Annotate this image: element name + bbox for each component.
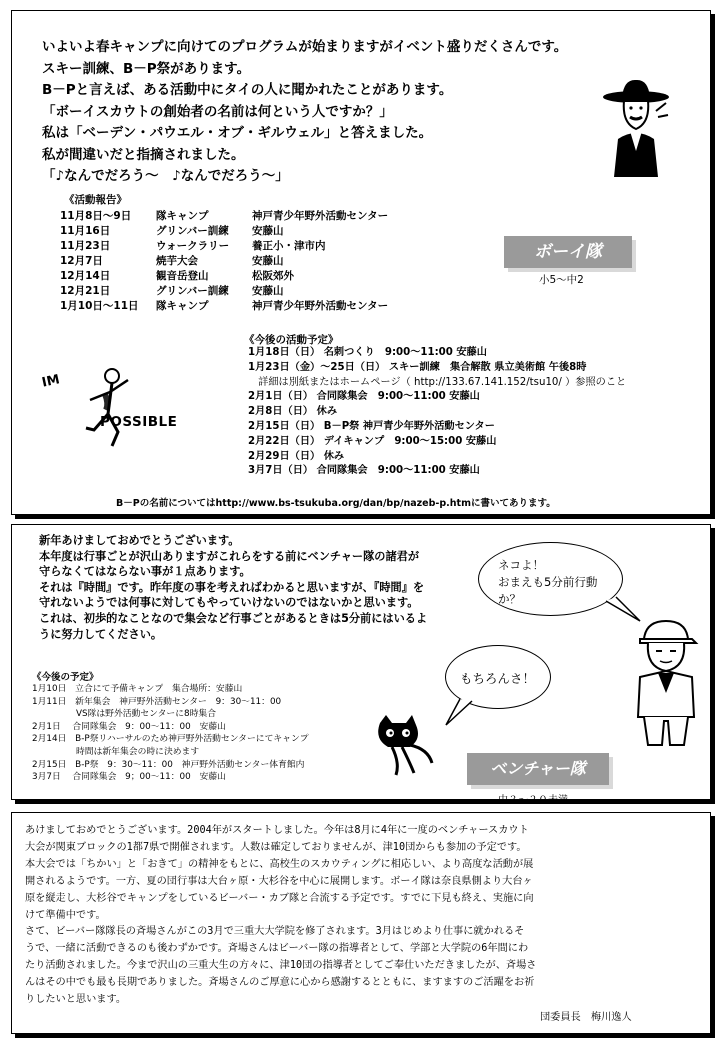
plan-list — [248, 346, 626, 479]
report-place: 安藤山 — [252, 225, 284, 237]
venture-intro-line: うに努力してください。 — [39, 627, 163, 641]
report-date: 12月14日 — [60, 270, 111, 282]
report-place: 安藤山 — [252, 285, 284, 297]
list-item: 2月22日（日） デイキャンプ 9:00～15:00 安藤山 — [248, 435, 497, 447]
table-row — [60, 253, 388, 268]
boy-intro-line: 私が間違いだと指摘されました。 — [42, 146, 245, 163]
message-line: さて、ビーバー隊隊長の斉場さんがこの3月で三重大大学院を修了されます。3月はじめより仕事に就かれるそ — [25, 926, 525, 938]
table-row — [60, 268, 388, 283]
report-date: 12月7日 — [60, 255, 103, 267]
list-item: 3月7日 合同隊集会 9；00～11：00 安藤山 — [32, 772, 226, 783]
list-item: 3月7日（日） 合同隊集会 9:00～11:00 安藤山 — [248, 465, 480, 477]
bubble-leader-text — [498, 557, 597, 608]
table-row — [60, 283, 388, 298]
message-line: けて準備中です。 — [25, 909, 106, 921]
table-row — [60, 238, 388, 253]
scout-leader-figure — [626, 617, 704, 747]
list-item: 2月14日 B-P祭リハーサルのため神戸野外活動センターにてキャンプ — [32, 734, 309, 745]
venture-intro-line: 新年あけましておめでとうございます。 — [39, 534, 240, 547]
list-item: 1月10日 立合にて予備キャンプ 集合場所：安藤山 — [32, 684, 243, 694]
activity-report-heading: 《活動報告》 — [64, 194, 127, 206]
list-item: 2月1日（日） 合同隊集会 9:00～11:00 安藤山 — [248, 391, 480, 403]
message-line: 原を縦走し、大杉谷でキャンプをしているビーバー・カブ隊と合流する予定です。すでに下見も終え、実施に向 — [25, 892, 534, 904]
venture-intro-line: 守れないようでは何事に対してもやっていけないのではないかと思います。 — [39, 596, 419, 610]
venture-intro-line: これは、初歩的なことなので集会など行事ごとがあるときは5分前にはいるよ — [39, 611, 428, 625]
venture-unit-banner: ベンチャー隊 — [467, 753, 609, 785]
boy-intro-line: 私は「ベーデン・パウエル・オブ・ギルウェル」と答えました。 — [42, 125, 433, 141]
report-place: 神戸青少年野外活動センター — [252, 300, 389, 312]
venture-section — [11, 524, 711, 806]
message-line: 大会が関東ブロックの1都7県で開催されます。人数は確定しておりませんが、津10団からも参加の予定です。 — [25, 841, 527, 853]
bubble-cat-text: もちろんさ！ — [460, 671, 536, 686]
report-event: 隊キャンプ — [156, 210, 209, 222]
list-item: 詳細は別紙またはホームページ（ http://133.67.141.152/tsu10/ ）参照のこと — [248, 376, 627, 388]
venture-intro-line: 本年度は行事ごとが沢山ありますがこれらをする前にベンチャー隊の諸君が — [39, 549, 420, 563]
message-line: りしたいと思います。 — [25, 994, 127, 1006]
venture-intro — [39, 533, 427, 642]
bubble-leader-line: ネコよ！ — [498, 558, 544, 572]
cat-figure — [370, 715, 438, 777]
table-row — [60, 208, 388, 223]
report-date: 11月16日 — [60, 225, 111, 237]
report-place: 松阪郊外 — [252, 270, 294, 282]
boy-intro-line: B－Pと言えば、ある活動中にタイの人に聞かれたことがあります。 — [42, 82, 453, 98]
message-line: 本大会では「ちかい」と「おきて」の精神をもとに、高校生のスカウティングに相応しい、より高度な活動が展 — [25, 858, 534, 870]
list-item: VS隊は野外活動センターに8時集合 — [32, 709, 216, 720]
report-date: 1月10日～11日 — [60, 300, 139, 312]
list-item: 時間は新年集会の時に決めます — [32, 746, 200, 757]
message-line: んはその中でも最も長期でありました。斉場さんのご厚意に心から感謝するとともに、ますますのご活躍をお祈 — [25, 977, 535, 989]
impossible-possible-text: POSSIBLE — [100, 414, 178, 430]
report-place: 安藤山 — [252, 255, 284, 267]
boy-intro-line: 「♪なんでだろう～ ♪なんでだろう～」 — [42, 168, 289, 184]
report-date: 11月23日 — [60, 240, 111, 252]
boy-unit-grades: 小5～中2 — [539, 274, 584, 286]
message-line: うで、一緒に活動できるのも後わずかです。斉場さんはビーバー隊の指導者として、学部と大学院の6年間にわ — [25, 943, 529, 955]
activity-report-table — [60, 208, 388, 313]
plan-heading: 《今後の活動予定》 — [244, 334, 339, 346]
report-place: 養正小・津市内 — [252, 240, 326, 252]
table-row — [60, 298, 388, 313]
table-row — [60, 223, 388, 238]
venture-unit-grades: 中３～２０未満 — [498, 795, 568, 806]
boy-scout-section — [11, 10, 711, 515]
impossible-illustration — [42, 366, 207, 451]
list-item: 2月15日（日） B－P祭 神戸青少年野外活動センター — [248, 420, 495, 432]
venture-intro-line: 守らなくてはならない事が１点あります。 — [39, 565, 251, 579]
bubble-tail-cat — [444, 697, 478, 727]
list-item: 2月1日 合同隊集会 9：00～11：00 安藤山 — [32, 721, 226, 732]
bp-name-note: B－Pの名前についてはhttp://www.bs-tsukuba.org/dan/bp/nazeb-p.htmに書いてあります。 — [116, 498, 556, 509]
bubble-leader-line: おまえも5分前行動 — [498, 575, 598, 589]
bubble-leader-line: か？ — [498, 592, 521, 606]
schedule-heading: 《今後の予定》 — [32, 672, 99, 683]
list-item: 2月15日 B-P祭 9：30～11：00 神戸野外活動センター体育館内 — [32, 759, 305, 770]
venture-intro-line: それは『時間』です。昨年度の事を考えればわかると思いますが、『時間』を — [39, 580, 425, 594]
report-event: 観音岳登山 — [156, 270, 209, 282]
report-event: グリンバー訓練 — [156, 285, 229, 297]
baden-powell-portrait — [600, 77, 672, 177]
message-line: たり活動されました。今まで沢山の三重大生の方々に、津10団の指導者としてご奉仕いただきましたが、斉場さ — [25, 960, 537, 972]
boy-intro-line: 「ボーイスカウトの創始者の名前は何という人ですか？」 — [42, 103, 393, 120]
venture-schedule — [32, 683, 309, 784]
message-line: あけましておめでとうございます。2004年がスタートしました。今年は8月に4年に一度のベンチャースカウト — [25, 825, 529, 836]
boy-intro — [42, 37, 567, 188]
boy-intro-line: いよいよ春キャンプに向けてのプログラムが始まりますがイベント盛りだくさんです。 — [42, 39, 568, 55]
list-item: 2月8日（日） 休み — [248, 406, 338, 418]
boy-unit-banner: ボーイ隊 — [504, 236, 632, 268]
signature: 団委員長 梅川逸人 — [540, 1012, 632, 1023]
list-item: 1月11日 新年集会 神戸野外活動センター 9：30～11：00 — [32, 696, 282, 707]
boy-intro-line: スキー訓練、B－P祭があります。 — [42, 60, 251, 77]
list-item: 1月18日（日） 名刺つくり 9:00～11:00 安藤山 — [248, 347, 487, 358]
report-date: 12月21日 — [60, 285, 111, 297]
impossible-im-text: IM — [40, 372, 62, 391]
report-event: 隊キャンプ — [156, 300, 209, 312]
leader-message-section — [11, 812, 711, 1034]
report-event: ウォークラリー — [156, 240, 230, 252]
leader-message-body — [25, 823, 536, 1009]
list-item: 1月23日（金）～25日（日） スキー訓練 集合解散 県立美術館 午後8時 — [248, 361, 587, 373]
report-date: 11月8日～9日 — [60, 210, 132, 222]
report-event: グリンバー訓練 — [156, 225, 229, 237]
message-line: 開されるようです。一方、夏の団行事は大台ヶ原・大杉谷を中心に展開します。ボーイ隊は奈良県側より大台ヶ — [25, 875, 533, 887]
report-event: 焼芋大会 — [156, 255, 198, 267]
report-place: 神戸青少年野外活動センター — [252, 210, 389, 222]
list-item: 2月29日（日） 休み — [248, 450, 345, 462]
running-figure-icon — [78, 366, 138, 451]
